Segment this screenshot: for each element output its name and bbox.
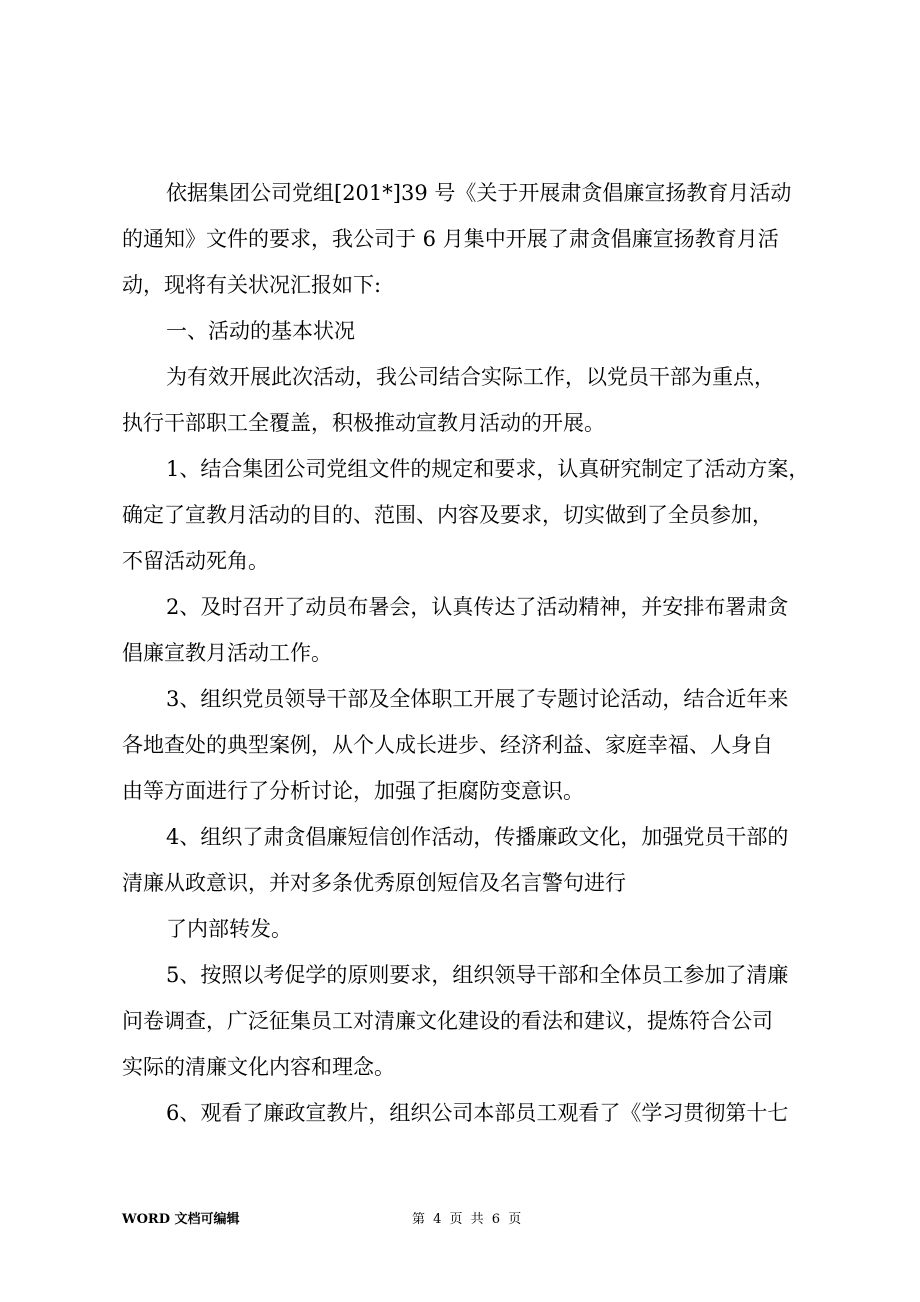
document-body xyxy=(122,170,812,1136)
list-item-line: 由等方面进行了分析讨论，加强了拒腐防变意识。 xyxy=(122,779,584,803)
list-item-line: 确定了宣教月活动的目的、范围、内容及要求，切实做到了全员参加， xyxy=(122,503,773,527)
paragraph-line: 动，现将有关状况汇报如下: xyxy=(122,273,382,297)
page-footer xyxy=(0,1202,920,1232)
section-heading: 一、活动的基本状况 xyxy=(166,319,355,343)
list-item-line: 清廉从政意识，并对多条优秀原创短信及名言警句进行 xyxy=(122,871,626,895)
list-item-line: 1、结合集团公司党组文件的规定和要求，认真研究制定了活动方案， xyxy=(166,457,810,481)
paragraph-line: 的通知》文件的要求，我公司于 6 月集中开展了肃贪倡廉宣扬教育月活 xyxy=(122,227,779,251)
paragraph-line: 执行干部职工全覆盖，积极推动宣教月活动的开展。 xyxy=(122,411,605,435)
list-item-line: 倡廉宣教月活动工作。 xyxy=(122,641,332,665)
paragraph-line: 为有效开展此次活动，我公司结合实际工作，以党员干部为重点， xyxy=(166,365,775,389)
list-item-line: 2、及时召开了动员布暑会，认真传达了活动精神，并安排布署肃贪 xyxy=(166,595,789,619)
list-item-line: 各地查处的典型案例，从个人成长进步、经济利益、家庭幸福、人身自 xyxy=(122,733,773,757)
paragraph-line: 依据集团公司党组[201*]39 号《关于开展肃贪倡廉宣扬教育月活动 xyxy=(166,181,792,205)
list-item-line: 问卷调查，广泛征集员工对清廉文化建设的看法和建议，提炼符合公司 xyxy=(122,1009,773,1033)
list-item-line: 不留活动死角。 xyxy=(122,549,269,573)
list-item-line: 了内部转发。 xyxy=(166,917,292,941)
page-number: 第 4 页 共 6 页 xyxy=(412,1212,522,1227)
list-item-line: 6、观看了廉政宣教片，组织公司本部员工观看了《学习贯彻第十七 xyxy=(166,1101,789,1125)
list-item-line: 5、按照以考促学的原则要求，组织领导干部和全体员工参加了清廉 xyxy=(166,963,789,987)
footer-editable-label: WORD 文档可编辑 xyxy=(122,1212,240,1227)
list-item-line: 实际的清廉文化内容和理念。 xyxy=(122,1055,395,1079)
list-item-line: 4、组织了肃贪倡廉短信创作活动，传播廉政文化，加强党员干部的 xyxy=(166,825,789,849)
list-item-line: 3、组织党员领导干部及全体职工开展了专题讨论活动，结合近年来 xyxy=(166,687,789,711)
